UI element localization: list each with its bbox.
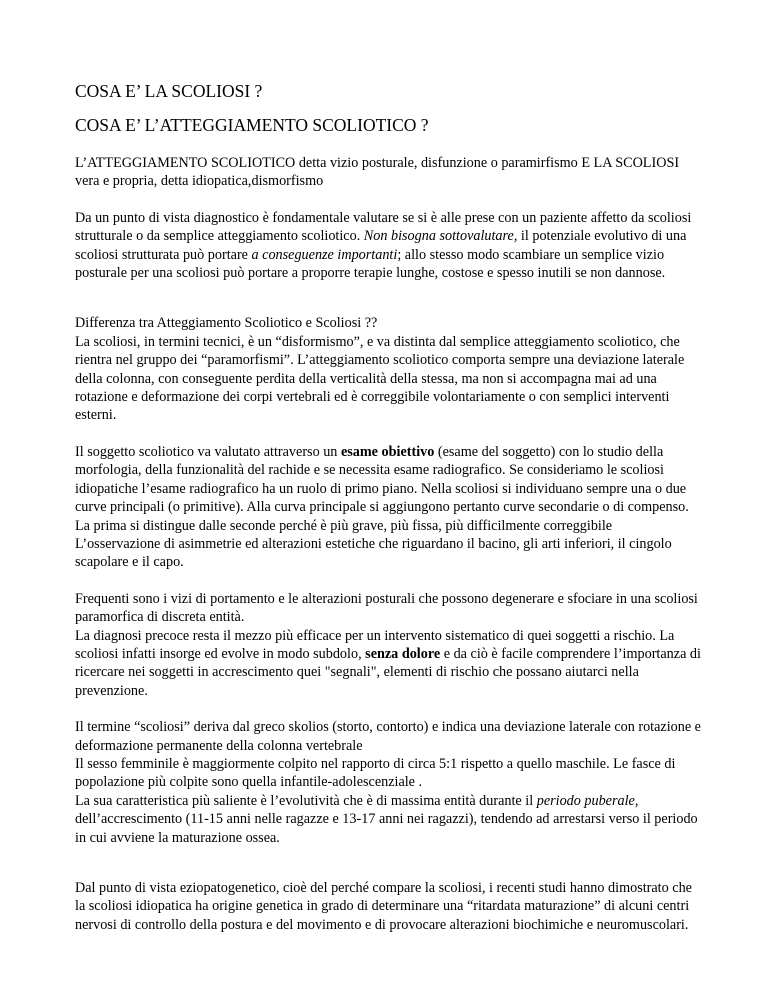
paragraph-esame-obiettivo [75, 443, 705, 535]
section-title-differenza: Differenza tra Atteggiamento Scoliotico e Scoliosi ?? [75, 315, 378, 332]
bold-text: senza dolore [365, 645, 441, 662]
text-run: La sua caratteristica più saliente è l’evolutività che è di massima entità durante il [75, 792, 537, 809]
paragraph-intro-definitions: L’ATTEGGIAMENTO SCOLIOTICO detta vizio posturale, disfunzione o paramirfismo E LA SCOLIOSI vera e propria, detta idiopatica,dismorfismo [75, 155, 680, 190]
section-differenza [75, 314, 705, 424]
heading-cosa-e-atteggiamento: COSA E’ L’ATTEGGIAMENTO SCOLIOTICO ? [75, 115, 429, 135]
text-run: ; allo stesso modo scambiare un semplice vizio posturale per una scoliosi può portare a proporre terapie lunghe, costose e spesso inutili se non dannose. [75, 246, 666, 282]
text-run: e da ciò è facile comprendere l’importanza di ricercare nei soggetti in accrescimento quei "segnali", elementi di rischio che possano aiutarci nella prevenzione. [75, 645, 701, 699]
section-termine-scoliosi [75, 718, 705, 847]
text-run: Da un punto di vista diagnostico è fondamentale valutare se si è alle prese con un paziente affetto da scoliosi strutturale o da semplice atteggiamento scoliotico. [75, 209, 692, 245]
text-run: (esame del soggetto) con lo studio della morfologia, della funzionalità del rachide e se necessita esame radiografico. Se consideriamo le scoliosi idiopatiche l’esame radiografico ha un ruolo di primo piano. Nella scoliosi si individuano sempre una o due curve principali (o primitive). Alla curva principale si aggiungono pertanto curve secondarie o di compenso. La prima si distingue dalle seconde perché è più grave, più fissa, più difficilmente correggibile [75, 443, 689, 534]
paragraph-differenza-body: La scoliosi, in termini tecnici, è un “disformismo”, e va distinta dal semplice atteggiamento scoliotico, che rientra nel gruppo dei “paramorfismi”. L’atteggiamento scoliotico comporta sempre una deviazione laterale della colonna, con conseguente perdita della verticalità della stessa, ma non si accompagna mai ad una rotazione e deformazione dei corpi vertebrali ed è correggibile volontariamente o con semplici interventi esterni. [75, 333, 685, 424]
italic-text: periodo puberale, [536, 792, 639, 809]
heading-cosa-e-la-scoliosi: COSA E’ LA SCOLIOSI ? [75, 81, 263, 101]
paragraph-termine-scoliosi: Il termine “scoliosi” deriva dal greco skolios (storto, contorto) e indica una deviazione laterale con rotazione e deformazione permanente della colonna vertebrale [75, 719, 701, 754]
paragraph-diagnosi-precoce [75, 627, 705, 701]
paragraph-vizi-portamento: Frequenti sono i vizi di portamento e le alterazioni posturali che possono degenerare e sfociare in una scoliosi paramorfica di discreta entità. [75, 590, 698, 626]
paragraph-sesso-femminile: Il sesso femminile è maggiormente colpito nel rapporto di circa 5:1 rispetto a quello maschile. Le fasce di popolazione più colpite sono quella infantile-adolescenziale . [75, 755, 676, 791]
section-esame-obiettivo [75, 443, 705, 572]
section-vizi-portamento [75, 590, 705, 700]
italic-text: a conseguenze importanti [251, 246, 398, 263]
paragraph-eziopatogenesi: Dal punto di vista eziopatogenetico, cioè del perché compare la scoliosi, i recenti studi hanno dimostrato che la scoliosi idiopatica ha origine genetica in grado di determinare una “ritardata maturazione” di alcuni centri nervosi di controllo della postura e del movimento e di provocare alterazioni biochimiche e neuromuscolari. [75, 880, 692, 933]
text-run: il potenziale evolutivo di una scoliosi strutturata può portare [75, 228, 687, 263]
text-run: dell’accrescimento (11-15 anni nelle ragazze e 13-17 anni nei ragazzi), tendendo ad arrestarsi verso il periodo in cui avviene la maturazione ossea. [75, 811, 698, 846]
paragraph-evolutivita [75, 792, 705, 847]
paragraph-diagnostic-importance [75, 209, 705, 283]
text-run: Il soggetto scoliotico va valutato attraverso un [75, 443, 341, 460]
paragraph-osservazione: L’osservazione di asimmetrie ed alterazioni estetiche che riguardano il bacino, gli arti inferiori, il cingolo scapolare e il capo. [75, 535, 672, 571]
document-page [75, 80, 705, 934]
bold-text: esame obiettivo [340, 443, 435, 460]
italic-text: Non bisogna sottovalutare, [363, 228, 518, 245]
text-run: La diagnosi precoce resta il mezzo più efficace per un intervento sistematico di quei soggetti a rischio. La scoliosi infatti insorge ed evolve in modo subdolo, [75, 627, 675, 662]
